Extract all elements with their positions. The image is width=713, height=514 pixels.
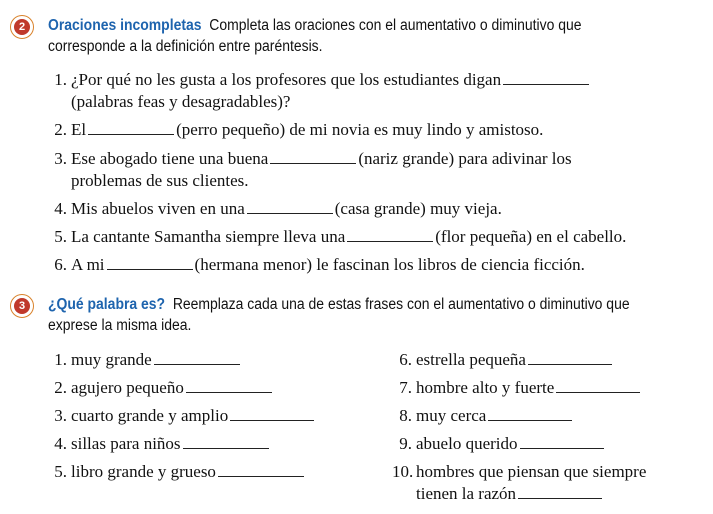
- answer-blank[interactable]: [528, 350, 612, 365]
- item-text: (perro pequeño) de mi novia es muy lindo y amistoso.: [176, 120, 544, 139]
- exercise-item-continuation: (palabras feas y desagradables)?: [71, 92, 291, 111]
- item-number: 3.: [54, 149, 67, 168]
- item-text: La cantante Samantha siempre lleva una: [71, 227, 346, 246]
- section-title: Oraciones incompletas: [48, 17, 202, 34]
- section-number: 3: [14, 298, 30, 314]
- exercise-item: [392, 461, 647, 483]
- exercise-item-continuation: problemas de sus clientes.: [71, 171, 249, 190]
- item-number: 3.: [54, 406, 67, 425]
- item-text: ¿Por qué no les gusta a los profesores que los estudiantes digan: [71, 70, 502, 89]
- exercise-item: [54, 119, 544, 141]
- item-number: 8.: [399, 406, 412, 425]
- answer-blank[interactable]: [556, 378, 640, 393]
- exercise-item: [399, 377, 642, 399]
- item-number: 5.: [54, 227, 67, 246]
- answer-blank[interactable]: [270, 149, 356, 164]
- section-2-badge: [10, 15, 34, 39]
- exercise-item: [54, 254, 585, 276]
- exercise-item: [54, 349, 242, 371]
- answer-blank[interactable]: [347, 227, 433, 242]
- exercise-item: [54, 198, 502, 220]
- exercise-item: [54, 226, 627, 248]
- item-text: Ese abogado tiene una buena: [71, 149, 269, 168]
- item-text: hombres que piensan que siempre: [416, 462, 647, 481]
- answer-blank[interactable]: [154, 350, 240, 365]
- section-title: ¿Qué palabra es?: [48, 296, 166, 313]
- item-number: 5.: [54, 462, 67, 481]
- item-number: 2.: [54, 378, 67, 397]
- item-text: Mis abuelos viven en una: [71, 199, 245, 218]
- item-text: libro grande y grueso: [71, 462, 216, 481]
- item-text: tienen la razón: [416, 484, 517, 503]
- item-number: 1.: [54, 70, 67, 89]
- answer-blank[interactable]: [183, 434, 269, 449]
- item-text: muy grande: [71, 350, 152, 369]
- exercise-item: [54, 433, 271, 455]
- answer-blank[interactable]: [186, 378, 272, 393]
- section-number: 2: [14, 19, 30, 35]
- exercise-item: [54, 405, 316, 427]
- item-text: hombre alto y fuerte: [416, 378, 555, 397]
- exercise-item: [54, 148, 572, 170]
- exercise-item: [399, 349, 614, 371]
- item-text: El: [71, 120, 87, 139]
- item-text: agujero pequeño: [71, 378, 184, 397]
- section-2-instructions: [48, 15, 642, 57]
- item-text: muy cerca: [416, 406, 487, 425]
- answer-blank[interactable]: [247, 199, 333, 214]
- item-number: 1.: [54, 350, 67, 369]
- answer-blank[interactable]: [230, 406, 314, 421]
- answer-blank[interactable]: [520, 434, 604, 449]
- item-text: A mi: [71, 255, 105, 274]
- item-text: (hermana menor) le fascinan los libros de ciencia ficción.: [194, 255, 585, 274]
- exercise-item-continuation: [416, 483, 604, 505]
- item-text: sillas para niños: [71, 434, 181, 453]
- item-text: (nariz grande) para adivinar los: [358, 149, 572, 168]
- section-3-header: [10, 294, 710, 338]
- item-text: estrella pequeña: [416, 350, 526, 369]
- answer-blank[interactable]: [88, 120, 174, 135]
- answer-blank[interactable]: [518, 484, 602, 499]
- instruction-text: Completa las oraciones con el aumentativo o diminutivo que corresponde a la definición entre paréntesis.: [48, 17, 582, 55]
- instruction-text: Reemplaza cada una de estas frases con el aumentativo o diminutivo que exprese la misma idea.: [48, 296, 630, 334]
- exercise-item: [54, 461, 306, 483]
- item-number: 4.: [54, 434, 67, 453]
- item-number: 2.: [54, 120, 67, 139]
- item-number: 4.: [54, 199, 67, 218]
- section-2-header: [10, 15, 710, 59]
- answer-blank[interactable]: [107, 255, 193, 270]
- answer-blank[interactable]: [503, 70, 589, 85]
- exercise-item: [399, 405, 574, 427]
- item-text: (casa grande) muy vieja.: [334, 199, 502, 218]
- exercise-item: [54, 377, 274, 399]
- item-text: abuelo querido: [416, 434, 518, 453]
- section-3-badge: [10, 294, 34, 318]
- item-number: 6.: [399, 350, 412, 369]
- answer-blank[interactable]: [218, 462, 304, 477]
- item-number: 9.: [399, 434, 412, 453]
- item-text: cuarto grande y amplio: [71, 406, 229, 425]
- item-number: 10.: [392, 462, 414, 481]
- item-text: (flor pequeña) en el cabello.: [435, 227, 627, 246]
- section-3-instructions: [48, 294, 642, 336]
- exercise-item: [54, 69, 591, 91]
- answer-blank[interactable]: [488, 406, 572, 421]
- exercise-item: [399, 433, 606, 455]
- item-number: 6.: [54, 255, 67, 274]
- item-number: 7.: [399, 378, 412, 397]
